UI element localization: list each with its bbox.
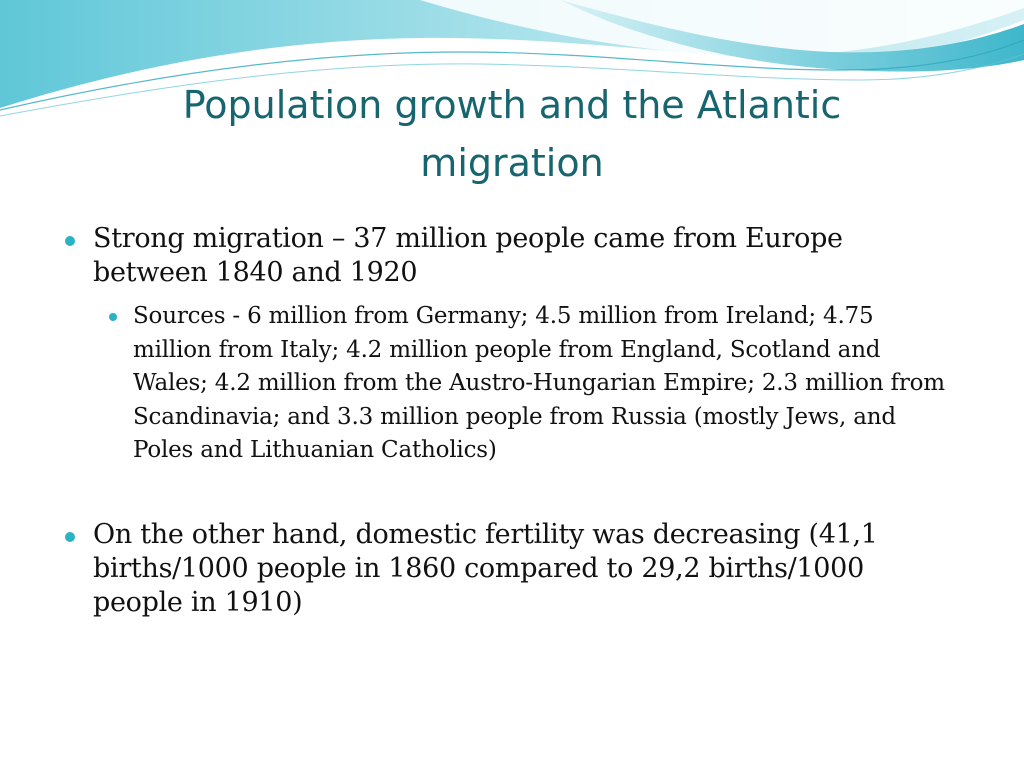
- bullet-text: Strong migration – 37 million people came from Europe between 1840 and 1920: [93, 223, 843, 288]
- bullet-dot-icon: [109, 313, 117, 321]
- sub-bullet-text: Sources - 6 million from Germany; 4.5 million from Ireland; 4.75 million from Italy; 4.2 million people from England, Scotland and Wales; 4.2 million from the Austro-Hungarian Empire; 2.3 million from Scandinavia; and 3.3 million people from Russia (mostly Jews, and Poles and Lithuanian Catholics): [133, 303, 945, 463]
- bullet-item: [56, 518, 956, 620]
- sub-bullet-item: [93, 300, 956, 468]
- slide-title: Population growth and the Atlantic migration: [182, 83, 842, 185]
- bullet-item: [56, 222, 956, 290]
- bullet-list: [56, 222, 956, 620]
- bullet-dot-icon: [65, 532, 75, 542]
- bullet-dot-icon: [65, 236, 75, 246]
- bullet-text: On the other hand, domestic fertility was decreasing (41,1 births/1000 people in 1860 compared to 29,2 births/1000 people in 1910): [93, 518, 878, 618]
